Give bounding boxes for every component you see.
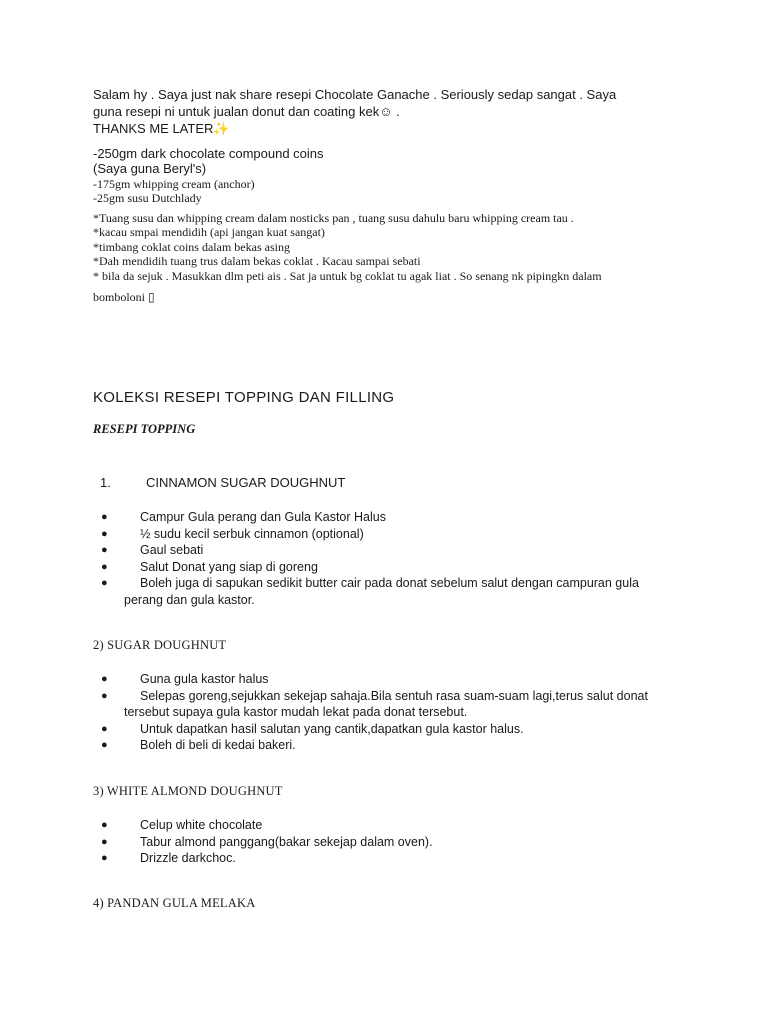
bullet-icon: ● — [101, 739, 108, 751]
recipe-heading: 4) PANDAN GULA MELAKA — [93, 896, 256, 910]
list-item: ● ½ sudu kecil serbuk cinnamon (optional) — [101, 526, 364, 541]
step-item: bomboloni ▯ — [93, 290, 155, 304]
section-title: KOLEKSI RESEPI TOPPING DAN FILLING — [93, 389, 395, 406]
list-item: ● Boleh juga di sapukan sedikit butter cair pada donat sebelum salut dengan campuran gula perang dan gula kastor. — [101, 576, 639, 607]
recipe-bullet-list — [93, 817, 673, 867]
list-item: ● Untuk dapatkan hasil salutan yang cantik,dapatkan gula kastor halus. — [101, 721, 524, 736]
recipe-heading — [93, 475, 345, 490]
bullet-icon: ● — [101, 689, 108, 702]
bullet-icon: ● — [101, 527, 108, 540]
bullet-icon: ● — [101, 835, 108, 848]
step-item: *Dah mendidih tuang trus dalam bekas coklat . Kacau sampai sebati — [93, 254, 421, 268]
list-item: ● Salut Donat yang siap di goreng — [101, 559, 318, 574]
list-item: ● Guna gula kastor halus — [101, 672, 269, 686]
recipe-bullet-list — [93, 509, 673, 608]
bullet-icon: ● — [101, 544, 108, 556]
ingredient-item: -175gm whipping cream (anchor) — [93, 177, 255, 191]
recipe-heading: 2) SUGAR DOUGHNUT — [93, 638, 227, 652]
list-item: ● Boleh di beli di kedai bakeri. — [101, 738, 296, 752]
intro-paragraph — [93, 86, 693, 137]
list-item: ● Drizzle darkchoc. — [101, 851, 236, 865]
ingredient-item: (Saya guna Beryl's) — [93, 161, 207, 176]
bullet-icon: ● — [101, 577, 108, 589]
bullet-icon: ● — [101, 511, 108, 523]
ingredient-item: -250gm dark chocolate compound coins — [93, 146, 324, 161]
step-item: *Tuang susu dan whipping cream dalam nosticks pan , tuang susu dahulu baru whipping cream tau . — [93, 211, 574, 225]
recipe-title: CINNAMON SUGAR DOUGHNUT — [146, 475, 346, 490]
recipe-heading: 3) WHITE ALMOND DOUGHNUT — [93, 784, 283, 798]
bullet-icon: ● — [101, 819, 108, 831]
recipe-bullet-list — [93, 671, 673, 754]
intro-line-3: THANKS ME LATER✨ — [93, 121, 230, 136]
intro-line-1: Salam hy . Saya just nak share resepi Chocolate Ganache . Seriously sedap sangat . Saya — [93, 87, 617, 102]
intro-line-2: guna resepi ni untuk jualan donut dan coating kek☺ . — [93, 104, 400, 119]
list-item: ● Celup white chocolate — [101, 818, 263, 832]
list-item: ● Tabur almond panggang(bakar sekejap dalam oven). — [101, 834, 433, 849]
bullet-icon: ● — [101, 560, 108, 573]
step-item: * bila da sejuk . Masukkan dlm peti ais . Sat ja untuk bg coklat tu agak liat . So senang nk pipingkn dalam — [93, 269, 602, 283]
list-item: ● Selepas goreng,sejukkan sekejap sahaja.Bila sentuh rasa suam-suam lagi,terus salut donat tersebut supaya gula kastor mudah lekat pada donat tersebut. — [101, 688, 648, 719]
list-item: ● Campur Gula perang dan Gula Kastor Halus — [101, 510, 386, 524]
bullet-icon: ● — [101, 852, 108, 864]
subsection-title: RESEPI TOPPING — [93, 422, 196, 436]
list-number: 1. — [100, 475, 111, 490]
list-item: ● Gaul sebati — [101, 543, 204, 557]
bullet-icon: ● — [101, 673, 108, 685]
step-item: *timbang coklat coins dalam bekas asing — [93, 240, 290, 254]
bullet-icon: ● — [101, 722, 108, 735]
ingredient-item: -25gm susu Dutchlady — [93, 191, 202, 205]
step-item: *kacau smpai mendidih (api jangan kuat sangat) — [93, 225, 325, 239]
